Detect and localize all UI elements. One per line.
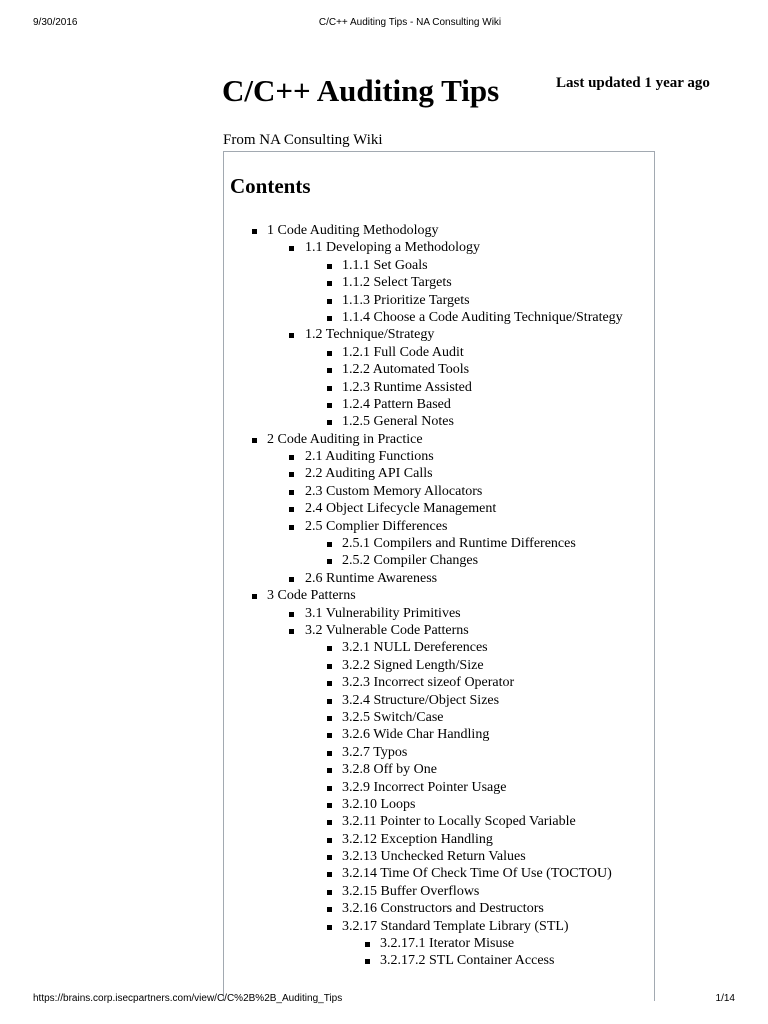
square-bullet-icon — [365, 942, 370, 947]
toc-item-link[interactable]: 1.2.5 General Notes — [342, 414, 454, 430]
toc-item-link[interactable]: 3.2.12 Exception Handling — [342, 831, 493, 847]
toc-item-link[interactable]: 3.2.11 Pointer to Locally Scoped Variable — [342, 814, 576, 830]
toc-item-link[interactable]: 3.2.5 Switch/Case — [342, 709, 444, 725]
print-page-number: 1/14 — [715, 993, 735, 1004]
square-bullet-icon — [327, 716, 332, 721]
square-bullet-icon — [365, 959, 370, 964]
square-bullet-icon — [327, 820, 332, 825]
toc-item-link[interactable]: 3.2 Vulnerable Code Patterns — [305, 622, 469, 638]
toc-item-link[interactable]: 2.1 Auditing Functions — [305, 449, 434, 465]
square-bullet-icon — [327, 368, 332, 373]
toc-item-link[interactable]: 2.2 Auditing API Calls — [305, 466, 433, 482]
print-footer-url: https://brains.corp.isecpartners.com/view/C/C%2B%2B_Auditing_Tips — [33, 993, 343, 1004]
toc-item-link[interactable]: 3.2.14 Time Of Check Time Of Use (TOCTOU) — [342, 866, 612, 882]
toc-item-link[interactable]: 3.2.17.2 STL Container Access — [380, 953, 555, 969]
square-bullet-icon — [289, 246, 294, 251]
site-subtitle: From NA Consulting Wiki — [223, 132, 383, 148]
square-bullet-icon — [327, 264, 332, 269]
toc-item-link[interactable]: 2 Code Auditing in Practice — [267, 431, 423, 447]
square-bullet-icon — [289, 472, 294, 477]
toc-item-link[interactable]: 3.2.3 Incorrect sizeof Operator — [342, 675, 515, 691]
toc-item-link[interactable]: 3.2.17.1 Iterator Misuse — [380, 936, 515, 952]
square-bullet-icon — [327, 768, 332, 773]
toc-item-link[interactable]: 1 Code Auditing Methodology — [267, 223, 439, 238]
square-bullet-icon — [289, 612, 294, 617]
toc-item-link[interactable]: 1.2.4 Pattern Based — [342, 396, 451, 412]
toc-item-link[interactable]: 3.2.9 Incorrect Pointer Usage — [342, 779, 507, 795]
square-bullet-icon — [327, 733, 332, 738]
square-bullet-icon — [327, 890, 332, 895]
toc-item-link[interactable]: 2.5 Complier Differences — [305, 518, 448, 534]
toc-item-link[interactable]: 1.2.3 Runtime Assisted — [342, 379, 472, 395]
toc-item-link[interactable]: 1.2.2 Automated Tools — [342, 362, 470, 378]
square-bullet-icon — [252, 594, 257, 599]
square-bullet-icon — [327, 559, 332, 564]
square-bullet-icon — [289, 490, 294, 495]
square-bullet-icon — [327, 646, 332, 651]
square-bullet-icon — [327, 855, 332, 860]
toc-item-link[interactable]: 3.2.7 Typos — [342, 744, 408, 760]
toc-item-link[interactable]: 2.6 Runtime Awareness — [305, 570, 438, 586]
square-bullet-icon — [289, 455, 294, 460]
square-bullet-icon — [327, 664, 332, 669]
square-bullet-icon — [327, 316, 332, 321]
toc-item-link[interactable]: 3.2.17 Standard Template Library (STL) — [342, 918, 569, 934]
page-title: C/C++ Auditing Tips — [222, 73, 500, 108]
toc-item-link[interactable]: 1.1.1 Set Goals — [342, 257, 428, 273]
table-of-contents — [223, 151, 655, 1001]
toc-item-link[interactable]: 1.1.2 Select Targets — [342, 275, 452, 291]
toc-item-link[interactable]: 3.2.10 Loops — [342, 796, 416, 812]
square-bullet-icon — [252, 229, 257, 234]
square-bullet-icon — [327, 803, 332, 808]
square-bullet-icon — [289, 333, 294, 338]
square-bullet-icon — [252, 438, 257, 443]
toc-item-link[interactable]: 1.1 Developing a Methodology — [305, 240, 480, 256]
square-bullet-icon — [327, 403, 332, 408]
toc-item-link[interactable]: 2.3 Custom Memory Allocators — [305, 483, 483, 499]
square-bullet-icon — [327, 925, 332, 930]
square-bullet-icon — [289, 525, 294, 530]
square-bullet-icon — [327, 786, 332, 791]
toc-item-link[interactable]: 1.1.4 Choose a Code Auditing Technique/Strategy — [342, 309, 623, 325]
toc-item-link[interactable]: 3.2.8 Off by One — [342, 762, 438, 778]
toc-item-link[interactable]: 3.2.15 Buffer Overflows — [342, 883, 480, 899]
toc-heading: Contents — [230, 174, 311, 198]
toc-item-link[interactable]: 1.1.3 Prioritize Targets — [342, 292, 470, 308]
square-bullet-icon — [327, 699, 332, 704]
square-bullet-icon — [327, 281, 332, 286]
print-date: 9/30/2016 — [33, 17, 78, 28]
toc-item-link[interactable]: 1.2 Technique/Strategy — [305, 327, 435, 343]
toc-item-link[interactable]: 3.2.13 Unchecked Return Values — [342, 849, 526, 865]
square-bullet-icon — [327, 751, 332, 756]
toc-item-link[interactable]: 3.2.1 NULL Dereferences — [342, 640, 488, 656]
square-bullet-icon — [327, 351, 332, 356]
toc-item-link[interactable]: 3.2.4 Structure/Object Sizes — [342, 692, 500, 708]
square-bullet-icon — [289, 629, 294, 634]
square-bullet-icon — [289, 507, 294, 512]
last-updated-note: Last updated 1 year ago — [556, 75, 710, 91]
toc-item-link[interactable]: 3 Code Patterns — [267, 588, 356, 604]
toc-item-link[interactable]: 3.1 Vulnerability Primitives — [305, 605, 461, 621]
toc-item-link[interactable]: 3.2.2 Signed Length/Size — [342, 657, 484, 673]
toc-item-link[interactable]: 1.2.1 Full Code Audit — [342, 344, 464, 360]
toc-item-link[interactable]: 3.2.16 Constructors and Destructors — [342, 901, 544, 917]
toc-item-link[interactable]: 3.2.6 Wide Char Handling — [342, 727, 490, 743]
toc-item-link[interactable]: 2.5.1 Compilers and Runtime Differences — [342, 536, 576, 552]
square-bullet-icon — [327, 299, 332, 304]
square-bullet-icon — [327, 838, 332, 843]
toc-item-link[interactable]: 2.4 Object Lifecycle Management — [305, 501, 497, 517]
square-bullet-icon — [327, 420, 332, 425]
square-bullet-icon — [327, 542, 332, 547]
toc-item-link[interactable]: 2.5.2 Compiler Changes — [342, 553, 479, 569]
square-bullet-icon — [327, 681, 332, 686]
square-bullet-icon — [327, 872, 332, 877]
square-bullet-icon — [289, 577, 294, 582]
print-header-title: C/C++ Auditing Tips - NA Consulting Wiki — [318, 17, 502, 28]
square-bullet-icon — [327, 386, 332, 391]
square-bullet-icon — [327, 907, 332, 912]
